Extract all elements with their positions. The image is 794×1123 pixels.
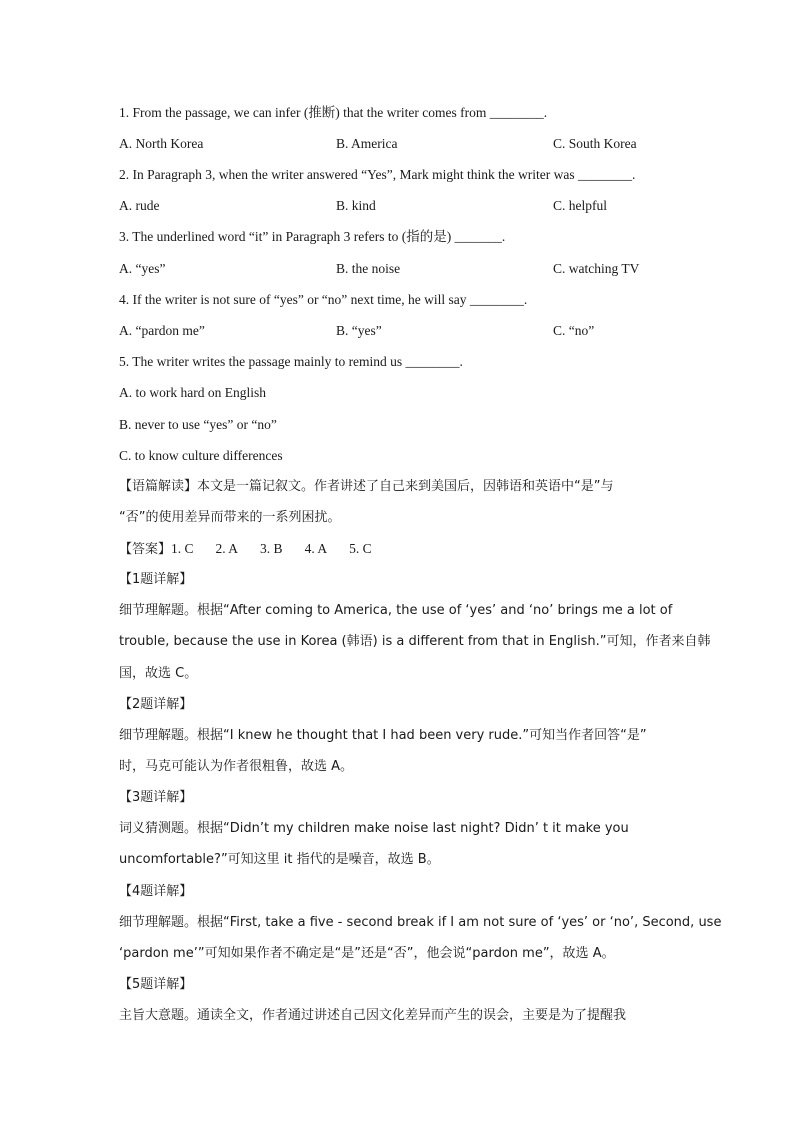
question-1-stem: 1. From the passage, we can infer (推断) that the writer comes from ________. bbox=[119, 105, 548, 120]
question-4-option-b: B. “yes” bbox=[336, 323, 382, 338]
detail-4-title: 【4题详解】 bbox=[119, 884, 193, 899]
question-1-option-a: A. North Korea bbox=[119, 136, 204, 151]
answers-label: 【答案】 bbox=[119, 542, 172, 557]
passage-analysis-line-1: 【语篇解读】本文是一篇记叙文。作者讲述了自己来到美国后，因韩语和英语中“是”与 bbox=[119, 479, 614, 494]
answer-4: 4. A bbox=[304, 541, 328, 556]
detail-1-line-1: 细节理解题。根据“After coming to America, the use of ‘yes’ and ‘no’ brings me a lot of bbox=[119, 603, 673, 618]
detail-3-line-1: 词义猜测题。根据“Didn’t my children make noise last night? Didn’ t it make you bbox=[119, 821, 629, 836]
answer-2: 2. A bbox=[215, 541, 239, 556]
question-2-option-a: A. rude bbox=[119, 198, 160, 213]
detail-3-line-2: uncomfortable?”可知这里 it 指代的是噪音，故选 B。 bbox=[119, 852, 440, 867]
question-4-stem: 4. If the writer is not sure of “yes” or “no” next time, he will say ________. bbox=[119, 292, 528, 307]
detail-1-line-3: 国，故选 C。 bbox=[119, 666, 198, 681]
question-4-option-c: C. “no” bbox=[553, 323, 595, 338]
detail-3-title: 【3题详解】 bbox=[119, 790, 193, 805]
detail-4-line-1: 细节理解题。根据“First, take a five - second break if I am not sure of ‘yes’ or ‘no’, Second, use bbox=[119, 915, 722, 930]
answer-1: 1. C bbox=[171, 541, 194, 556]
question-5-option-b: B. never to use “yes” or “no” bbox=[119, 417, 277, 432]
question-2-option-c: C. helpful bbox=[553, 198, 607, 213]
question-3-stem: 3. The underlined word “it” in Paragraph 3 refers to (指的是) _______. bbox=[119, 229, 506, 244]
question-4-option-a: A. “pardon me” bbox=[119, 323, 205, 338]
question-1-option-c: C. South Korea bbox=[553, 136, 637, 151]
question-2-stem: 2. In Paragraph 3, when the writer answered “Yes”, Mark might think the writer was ________. bbox=[119, 167, 636, 182]
detail-2-title: 【2题详解】 bbox=[119, 697, 193, 712]
question-5-option-c: C. to know culture differences bbox=[119, 448, 283, 463]
answers-row bbox=[119, 539, 372, 560]
detail-2-line-1: 细节理解题。根据“I knew he thought that I had been very rude.”可知当作者回答“是” bbox=[119, 728, 647, 743]
question-1-option-b: B. America bbox=[336, 136, 398, 151]
question-5-stem: 5. The writer writes the passage mainly to remind us ________. bbox=[119, 354, 463, 369]
detail-1-title: 【1题详解】 bbox=[119, 572, 193, 587]
question-2-option-b: B. kind bbox=[336, 198, 376, 213]
question-3-option-a: A. “yes” bbox=[119, 261, 166, 276]
answer-5: 5. C bbox=[349, 541, 372, 556]
detail-5-title: 【5题详解】 bbox=[119, 977, 193, 992]
detail-4-line-2: ‘pardon me’”可知如果作者不确定是“是”还是“否”，他会说“pardon me”，故选 A。 bbox=[119, 946, 615, 961]
question-3-option-b: B. the noise bbox=[336, 261, 401, 276]
question-3-option-c: C. watching TV bbox=[553, 261, 640, 276]
passage-analysis-line-2: “否”的使用差异而带来的一系列困扰。 bbox=[119, 510, 341, 525]
detail-5-line-1: 主旨大意题。通读全文，作者通过讲述自己因文化差异而产生的误会，主要是为了提醒我 bbox=[119, 1008, 627, 1023]
question-5-option-a: A. to work hard on English bbox=[119, 385, 266, 400]
answer-3: 3. B bbox=[260, 541, 283, 556]
detail-1-line-2: trouble, because the use in Korea (韩语) is a different from that in English.”可知，作者来自韩 bbox=[119, 634, 711, 649]
detail-2-line-2: 时，马克可能认为作者很粗鲁，故选 A。 bbox=[119, 759, 354, 774]
